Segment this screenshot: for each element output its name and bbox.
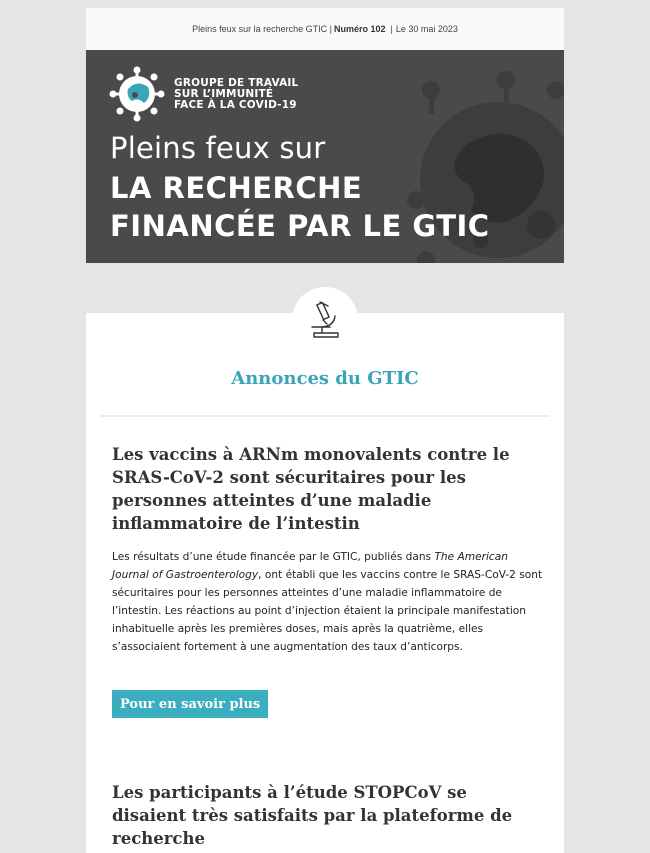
gtic-logo (108, 65, 298, 123)
article-body-1 (112, 548, 544, 656)
preheader (86, 8, 564, 50)
announcements-card (86, 313, 564, 853)
org-name-line2: SUR L’IMMUNITÉ (174, 87, 274, 100)
banner-title-line1: Pleins feux sur (110, 131, 326, 165)
org-name-line1: GROUPE DE TRAVAIL (174, 76, 299, 89)
section-divider (100, 415, 550, 417)
section-title: Annonces du GTIC (231, 368, 419, 389)
read-more-button[interactable]: Pour en savoir plus (112, 690, 268, 718)
gtic-virus-logo-icon (108, 65, 166, 123)
preheader-date: Le 30 mai 2023 (395, 24, 458, 34)
preheader-issue: Numéro 102 (333, 24, 386, 34)
article-body-1-after: , ont établi que les vaccins contre le SRAS-CoV-2 sont sécuritaires pour les personnes atteintes d’une maladie inflammatoire de l’intestin. Les réactions au point d’injection étaient la principale manifestation inhabituelle après les premières doses, mais après la quatrième, elles s’associaient fortement à une augmentation des taux d’anticorps. (112, 569, 543, 653)
section-icon-badge (292, 287, 358, 353)
microscope-icon (308, 300, 342, 340)
header-banner (86, 50, 564, 263)
article-title-1: Les vaccins à ARNm monovalents contre le SRAS-CoV-2 sont sécuritaires pour les personnes atteintes d’une maladie inflammatoire de l’intestin (112, 445, 510, 533)
banner-title-line3: FINANCÉE PAR LE GTIC (110, 209, 490, 243)
article-body-1-before: Les résultats d’une étude financée par le GTIC, publiés dans (112, 551, 435, 563)
org-name-line3: FACE À LA COVID-19 (174, 98, 297, 111)
preheader-separator: | (390, 24, 393, 34)
newsletter-page (86, 8, 564, 848)
article-title-2: Les participants à l’étude STOPCoV se disaient très satisfaits par la plateforme de recherche (112, 783, 513, 848)
preheader-newsletter: Pleins feux sur la recherche GTIC | (192, 24, 332, 34)
journal-name: The American Journal of Gastroenterology (112, 551, 508, 581)
banner-title-line2: LA RECHERCHE (110, 171, 363, 205)
